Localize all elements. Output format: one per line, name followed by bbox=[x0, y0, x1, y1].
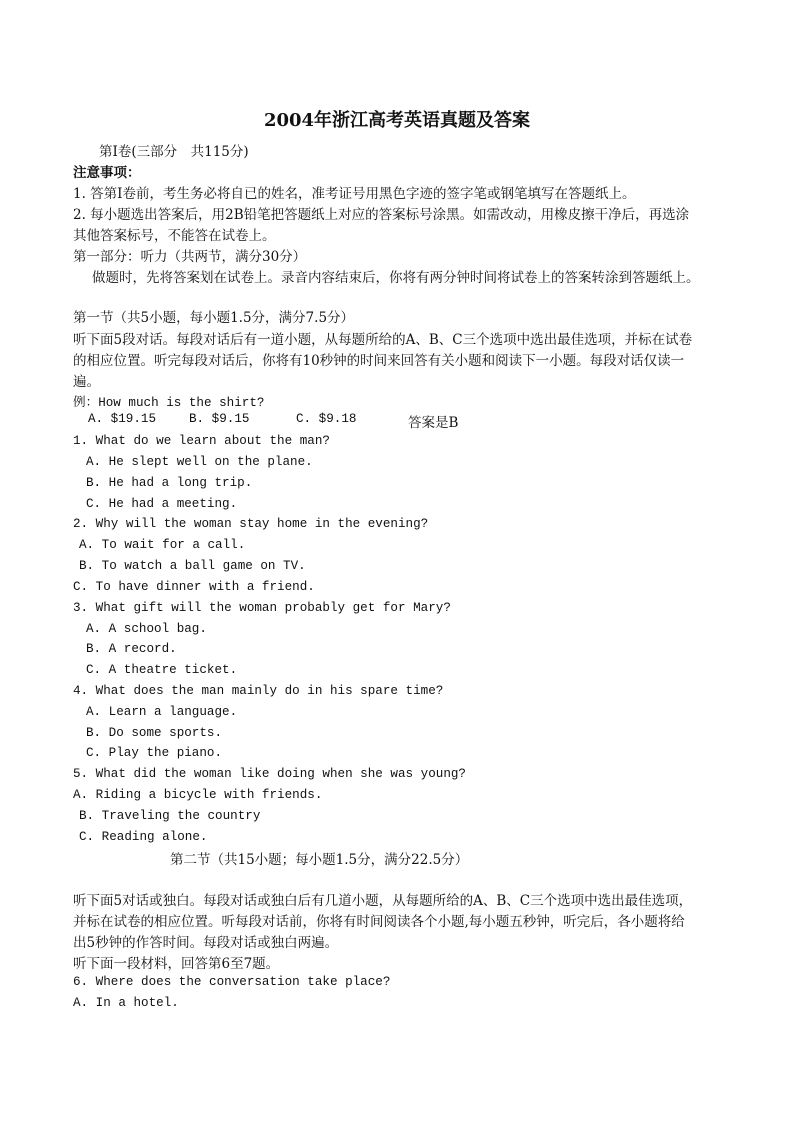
question-4-option-c: C. Play the piano. bbox=[86, 746, 223, 760]
example-answer: 答案是B bbox=[408, 415, 459, 431]
example-question: 例：How much is the shirt? bbox=[73, 396, 265, 410]
notes-item-2-line-2: 其他答案标号，不能答在试卷上。 bbox=[73, 228, 276, 244]
question-5-option-b: B. Traveling the country bbox=[79, 809, 261, 823]
question-4-option-a: A. Learn a language. bbox=[86, 705, 238, 719]
question-3-option-c: C. A theatre ticket. bbox=[86, 663, 238, 677]
question-1: 1. What do we learn about the man? bbox=[73, 434, 330, 448]
section2-heading: 第二节（共15小题；每小题1.5分，满分22.5分） bbox=[170, 852, 469, 868]
example-option-a: A. $19.15 bbox=[88, 412, 157, 426]
section1-instruction-line-1: 听下面5段对话。每段对话后有一道小题，从每题所给的A、B、C三个选项中选出最佳选项，并标在试卷 bbox=[73, 332, 693, 348]
question-6-option-a: A. In a hotel. bbox=[73, 996, 179, 1010]
listening-instruction: 做题时，先将答案划在试卷上。录音内容结束后，你将有两分钟时间将试卷上的答案转涂到答题纸上。 bbox=[92, 270, 700, 286]
question-1-option-c: C. He had a meeting. bbox=[86, 497, 238, 511]
question-2-option-c: C. To have dinner with a friend. bbox=[73, 580, 315, 594]
notes-item-2-line-1: 2. 每小题选出答案后，用2B铅笔把答题纸上对应的答案标号涂黑。如需改动，用橡皮擦干净后，再选涂 bbox=[73, 207, 690, 223]
question-5-option-c: C. Reading alone. bbox=[79, 830, 208, 844]
material-instruction: 听下面一段材料，回答第6至7题。 bbox=[73, 956, 280, 972]
question-3-option-b: B. A record. bbox=[86, 642, 177, 656]
question-2-option-b: B. To watch a ball game on TV. bbox=[79, 559, 306, 573]
question-3-option-a: A. A school bag. bbox=[86, 622, 207, 636]
section1-heading: 第一节（共5小题，每小题1.5分，满分7.5分） bbox=[73, 310, 355, 326]
question-2: 2. Why will the woman stay home in the evening? bbox=[73, 517, 429, 531]
document-title: 2004年浙江高考英语真题及答案 bbox=[263, 110, 531, 131]
notes-item-1: 1. 答第I卷前，考生务必将自已的姓名，准考证号用黑色字迹的签字笔或钢笔填写在答题纸上。 bbox=[73, 186, 636, 202]
part1-header: 第I卷(三部分 共115分) bbox=[99, 144, 249, 160]
example-option-b: B. $9.15 bbox=[189, 412, 250, 426]
notes-heading: 注意事项： bbox=[73, 165, 141, 181]
question-5-option-a: A. Riding a bicycle with friends. bbox=[73, 788, 323, 802]
section2-instruction-line-1: 听下面5对话或独白。每段对话或独白后有几道小题，从每题所给的A、B、C三个选项中选出最佳选项， bbox=[73, 893, 693, 909]
section1-instruction-line-3: 遍。 bbox=[73, 374, 100, 390]
question-5: 5. What did the woman like doing when she was young? bbox=[73, 767, 466, 781]
question-3: 3. What gift will the woman probably get for Mary? bbox=[73, 601, 451, 615]
question-1-option-a: A. He slept well on the plane. bbox=[86, 455, 313, 469]
listening-heading: 第一部分：听力（共两节，满分30分） bbox=[73, 249, 307, 265]
question-1-option-b: B. He had a long trip. bbox=[86, 476, 253, 490]
section1-instruction-line-2: 的相应位置。听完每段对话后，你将有10秒钟的时间来回答有关小题和阅读下一小题。每段对话仅读一 bbox=[73, 353, 685, 369]
question-2-option-a: A. To wait for a call. bbox=[79, 538, 246, 552]
section2-instruction-line-2: 并标在试卷的相应位置。听每段对话前，你将有时间阅读各个小题,每小题五秒钟，听完后，各小题将给 bbox=[73, 914, 685, 930]
question-6: 6. Where does the conversation take place? bbox=[73, 975, 391, 989]
section2-instruction-line-3: 出5秒钟的作答时间。每段对话或独白两遍。 bbox=[73, 935, 339, 951]
example-option-c: C. $9.18 bbox=[296, 412, 357, 426]
question-4: 4. What does the man mainly do in his spare time? bbox=[73, 684, 444, 698]
question-4-option-b: B. Do some sports. bbox=[86, 726, 223, 740]
